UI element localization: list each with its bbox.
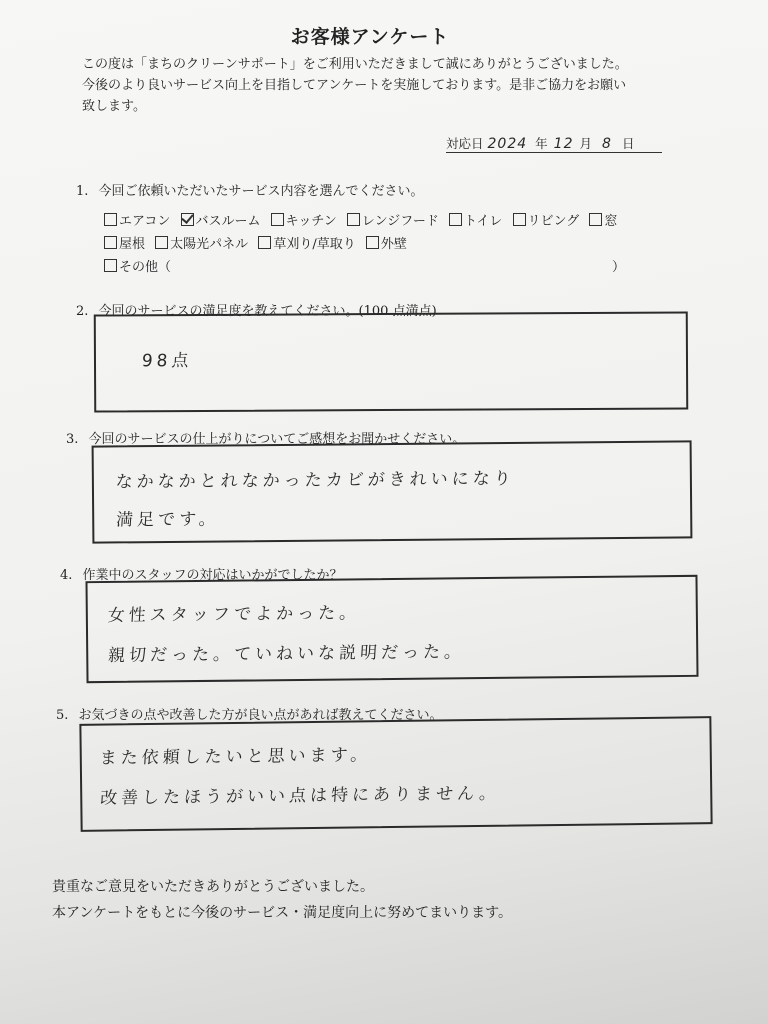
intro-line: 致します。	[82, 99, 146, 114]
question-text: 今回ご依頼いただいたサービス内容を選んでください。	[98, 184, 424, 199]
service-options	[104, 210, 664, 279]
intro-text	[82, 54, 682, 117]
checkbox-icon[interactable]	[258, 236, 271, 249]
date-day: 8	[602, 136, 612, 152]
page-title: お客様アンケート	[290, 26, 450, 48]
option-exterior-wall[interactable]: 外壁	[366, 233, 407, 256]
date-month-unit: 月	[579, 136, 593, 151]
intro-line: 今後のより良いサービス向上を目指してアンケートを実施しております。是非ご協力をお願い	[82, 78, 627, 93]
answer-box-4[interactable]	[85, 575, 698, 683]
option-other[interactable]: その他（	[104, 256, 171, 279]
option-range-hood[interactable]: レンジフード	[347, 210, 439, 233]
checkbox-icon[interactable]	[271, 213, 284, 226]
checkbox-icon[interactable]	[366, 236, 379, 249]
closing-line: 本アンケートをもとに今後のサービス・満足度向上に努めてまいります。	[52, 905, 513, 921]
answer-line: 女性スタッフでよかった。	[107, 603, 361, 626]
option-roof[interactable]: 屋根	[104, 233, 145, 256]
option-weeding[interactable]: 草刈り/草取り	[258, 233, 355, 256]
checkbox-icon[interactable]	[347, 213, 360, 226]
answer-line: 改善したほうがいい点は特にありません。	[99, 783, 501, 809]
question-number: 2.	[76, 304, 89, 319]
checkbox-icon[interactable]	[104, 259, 117, 272]
question-text: お気づきの点や改善した方が良い点があれば教えてください。	[78, 708, 443, 723]
option-toilet[interactable]: トイレ	[449, 210, 502, 233]
checkbox-icon[interactable]	[449, 213, 462, 226]
answer-line: なかなかとれなかったカビがきれいになり	[115, 468, 516, 493]
date-year: 2024	[487, 136, 528, 152]
checked-checkbox-icon[interactable]	[181, 213, 194, 226]
answer-line: また依頼したいと思います。	[99, 745, 372, 769]
answer-line: 親切だった。ていねいな説明だった。	[107, 642, 466, 666]
answer-box-5[interactable]	[79, 716, 712, 832]
answer-line: 満足です。	[115, 509, 221, 531]
question-number: 4.	[60, 568, 73, 583]
option-kitchen[interactable]: キッチン	[271, 210, 337, 233]
question-text: 今回のサービスの満足度を教えてください。(100 点満点)	[98, 304, 437, 319]
date-day-unit: 日	[621, 136, 635, 151]
question-text: 作業中のスタッフの対応はいかがでしたか？	[82, 568, 343, 583]
checkbox-icon[interactable]	[104, 236, 117, 249]
closing-line: 貴重なご意見をいただきありがとうございました。	[52, 879, 374, 895]
service-date	[446, 132, 662, 153]
option-bathroom[interactable]: バスルーム	[181, 210, 261, 233]
checkbox-icon[interactable]	[104, 213, 117, 226]
question-1	[76, 180, 424, 199]
question-text: 今回のサービスの仕上がりについてご感想をお聞かせください。	[88, 432, 466, 447]
question-number: 3.	[66, 432, 79, 447]
date-label: 対応日	[446, 136, 484, 151]
answer-box-2[interactable]	[94, 311, 689, 412]
answer-box-3[interactable]	[92, 440, 693, 543]
option-other-close: ）	[612, 260, 626, 275]
question-number: 5.	[56, 708, 69, 723]
option-living[interactable]: リビング	[513, 210, 580, 233]
question-number: 1.	[76, 184, 89, 199]
option-aircon[interactable]: エアコン	[104, 210, 170, 233]
checkbox-icon[interactable]	[513, 213, 526, 226]
checkbox-icon[interactable]	[589, 213, 602, 226]
answer-line: 98点	[141, 351, 194, 372]
intro-line: この度は「まちのクリーンサポート」をご利用いただきまして誠にありがとうございました。	[82, 57, 628, 72]
date-year-unit: 年	[535, 136, 548, 151]
checkbox-icon[interactable]	[155, 236, 168, 249]
date-month: 12	[553, 136, 574, 152]
option-solar-panel[interactable]: 太陽光パネル	[155, 233, 248, 256]
option-window[interactable]: 窓	[589, 210, 617, 233]
